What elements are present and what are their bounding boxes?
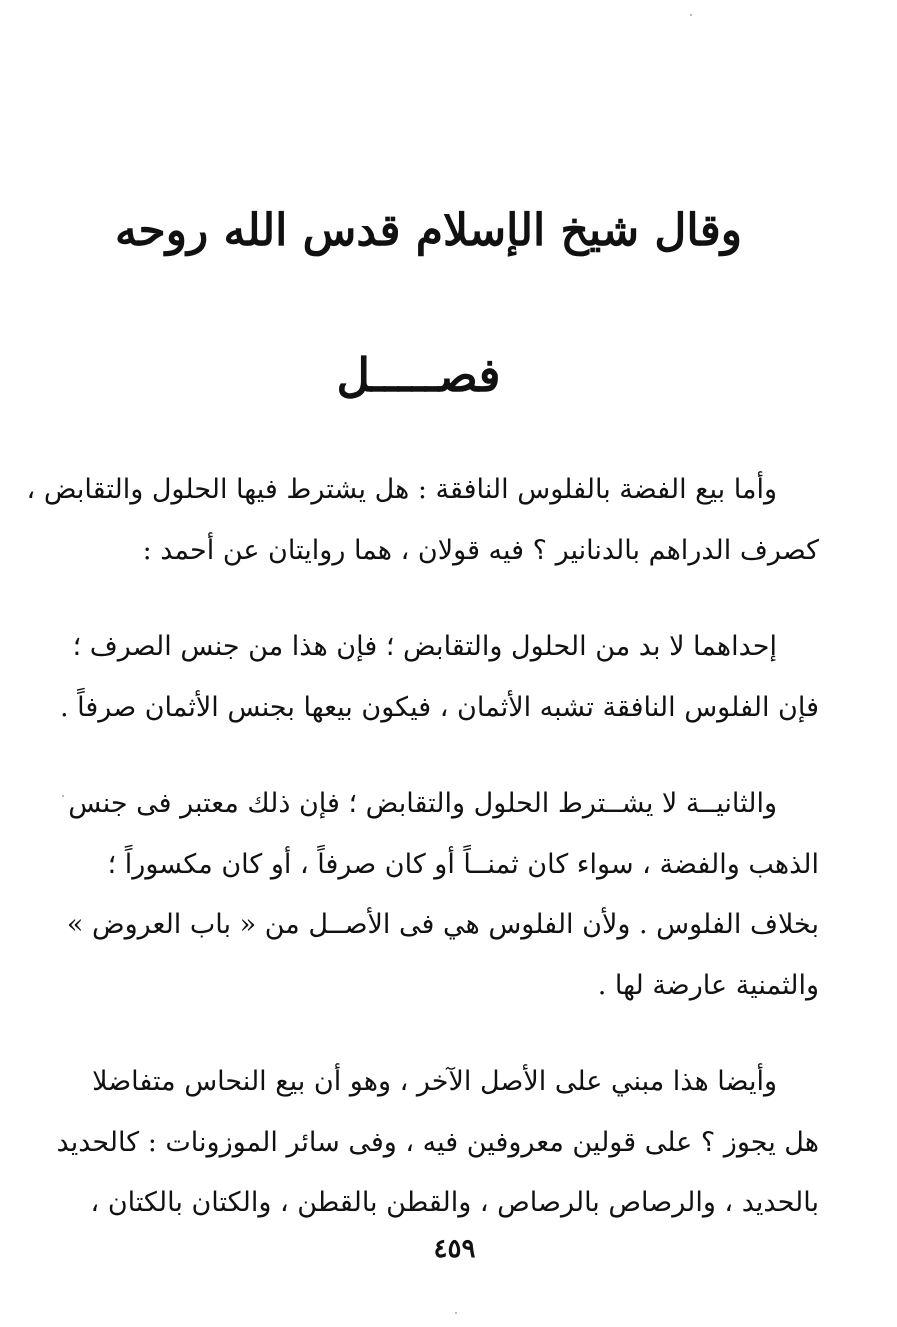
scan-speck	[690, 14, 692, 16]
text-line: إحداهما لا بد من الحلول والتقابض ؛ فإن هذا من جنس الصرف ؛	[72, 631, 777, 662]
text-line: وأما بيع الفضة بالفلوس النافقة : هل يشترط فيها الحلول والتقابض ،	[26, 474, 777, 505]
page-title: وقال شيخ الإسلام قدس الله روحه	[114, 205, 743, 256]
scan-speck	[455, 1312, 457, 1314]
text-line: كصرف الدراهم بالدنانير ؟ فيه قولان ، هما روايتان عن أحمد :	[142, 534, 819, 566]
page-number: ٤٥٩	[433, 1234, 476, 1264]
text-line: بخلاف الفلوس . ولأن الفلوس هي فى الأصــل من « باب العروض »	[66, 909, 819, 940]
text-line: والثانيــة لا يشــترط الحلول والتقابض ؛ فإن ذلك معتبر فى جنس	[68, 788, 777, 819]
paragraph-3	[66, 774, 819, 1016]
paragraph-1	[26, 460, 819, 581]
paragraph-2	[60, 617, 819, 738]
text-line: بالحديد ، والرصاص بالرصاص ، والقطن بالقطن ، والكتان بالكتان ،	[90, 1187, 819, 1218]
paragraph-4	[56, 1052, 819, 1234]
body-text	[26, 460, 819, 1234]
text-line: والثمنية عارضة لها .	[597, 969, 819, 1001]
text-line: فإن الفلوس النافقة تشبه الأثمان ، فيكون بيعها بجنس الأثمان صرفاً .	[60, 691, 819, 723]
text-line: هل يجوز ؟ على قولين معروفين فيه ، وفى سائر الموزونات : كالحديد	[56, 1126, 819, 1158]
text-line: وأيضا هذا مبني على الأصل الآخر ، وهو أن بيع النحاس متفاضلا	[92, 1066, 777, 1097]
section-heading: فصـــــل	[336, 348, 501, 402]
text-line: الذهب والفضة ، سواء كان ثمنــاً أو كان صرفاً ، أو كان مكسوراً ؛	[107, 848, 819, 880]
scan-speck	[62, 795, 64, 797]
